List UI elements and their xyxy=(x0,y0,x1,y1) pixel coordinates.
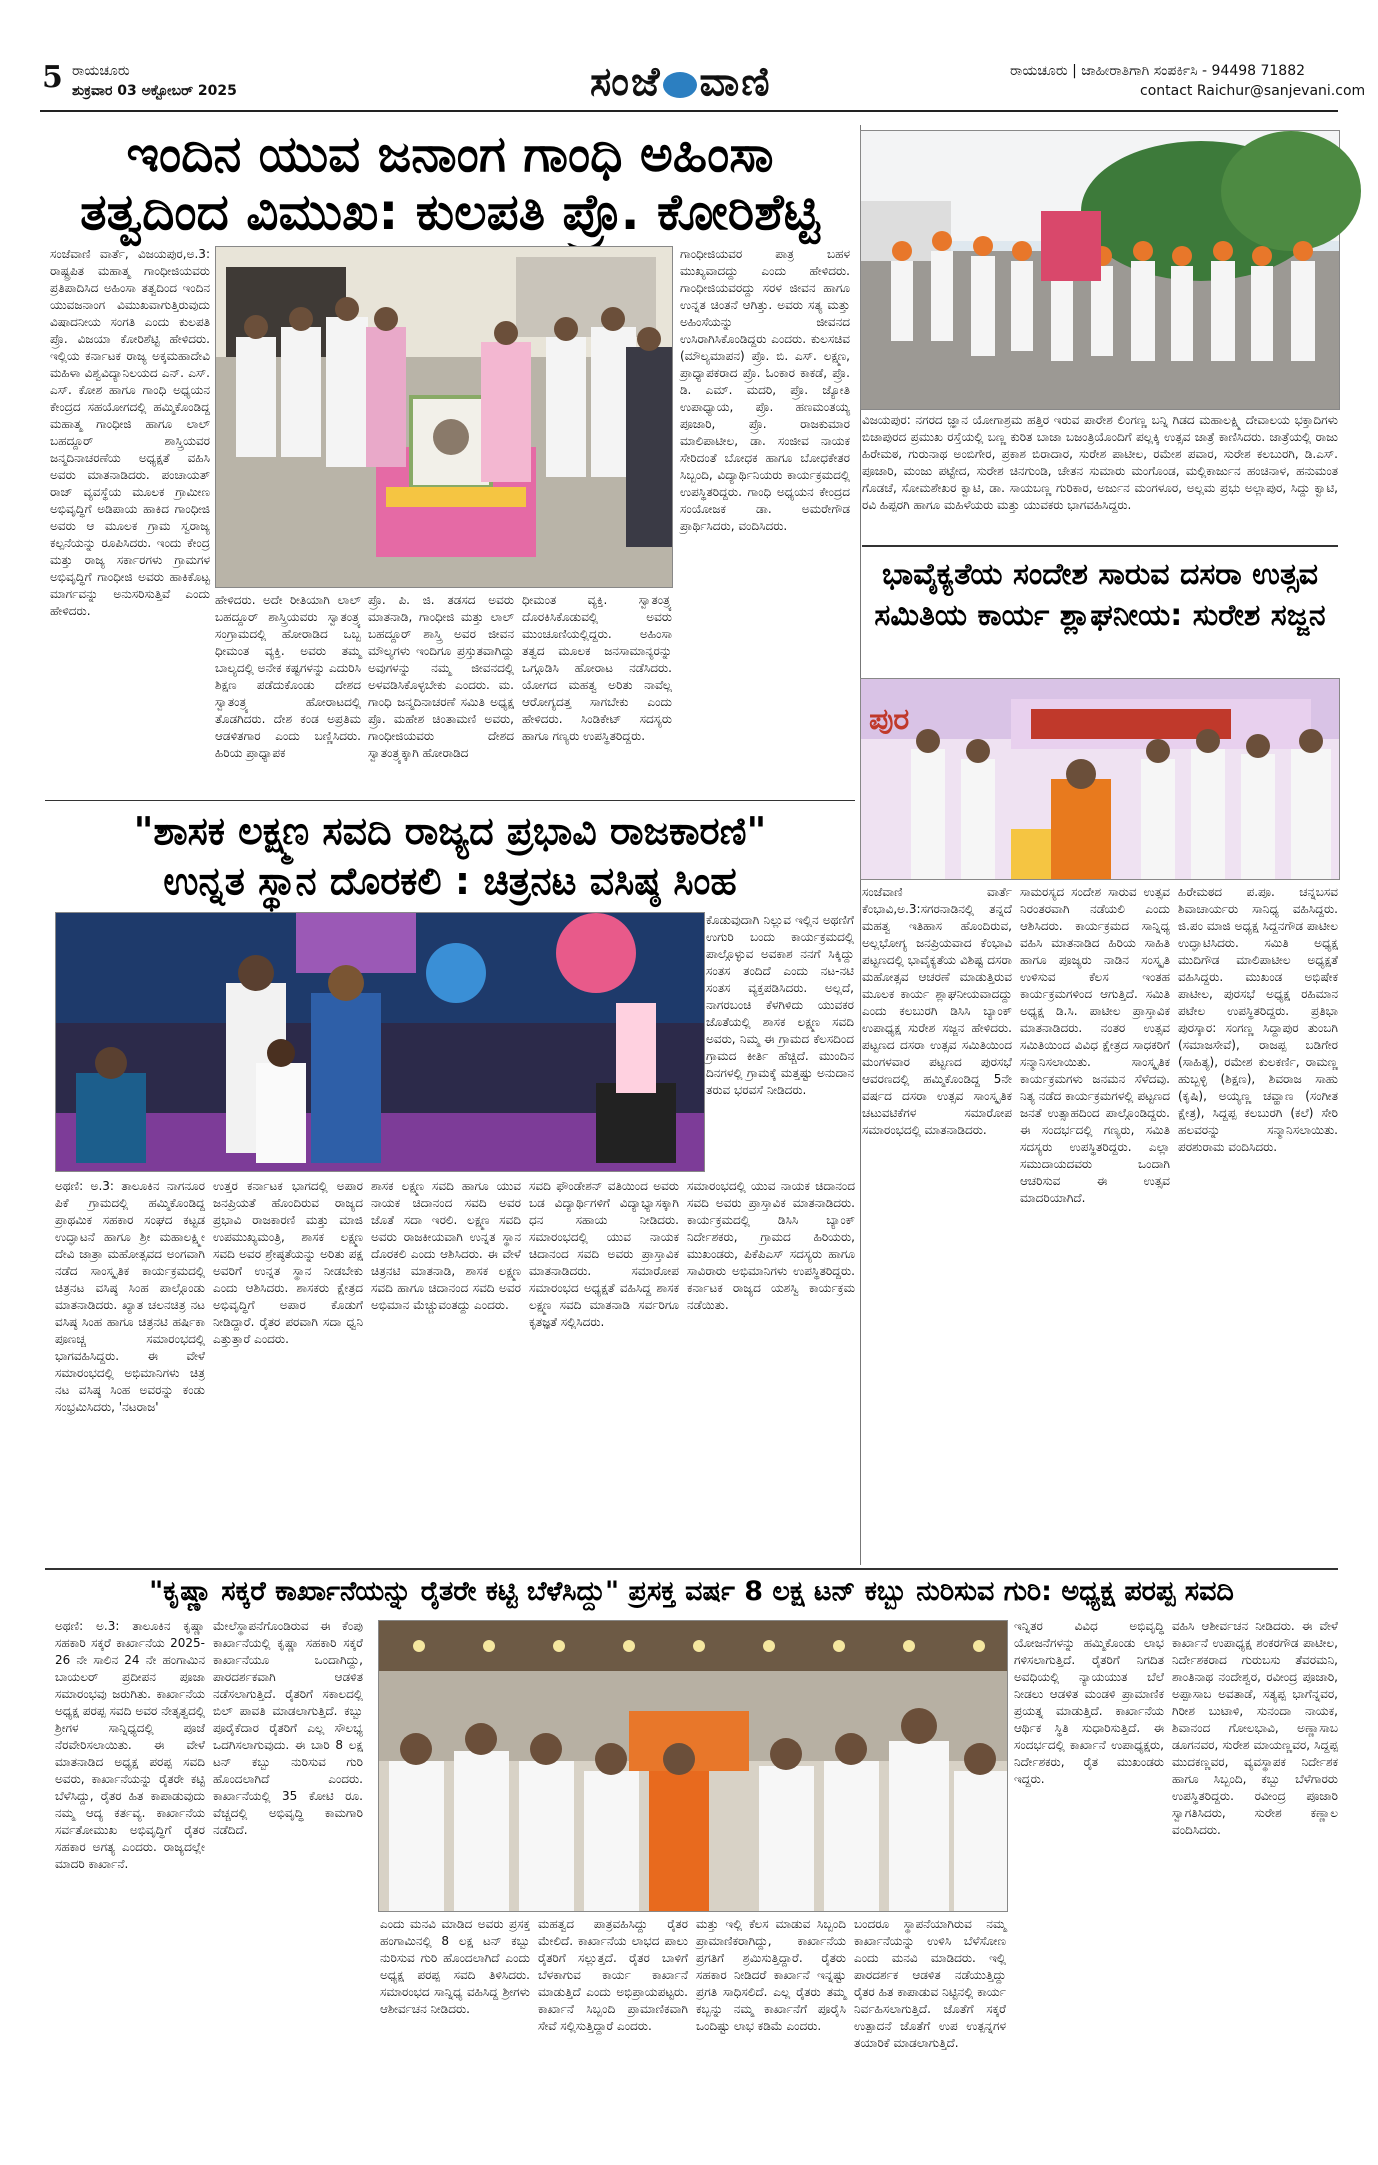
boiler-pooja-photo xyxy=(379,1621,1007,1911)
story5-column-7: ಇನ್ನಿತರ ವಿವಿಧ ಅಭಿವೃದ್ಧಿ ಯೋಜನೆಗಳನ್ನು ಹಮ್ಮಿಕೊಂಡು ಲಾಭ ಗಳಿಸಲಾಗುತ್ತಿದೆ. ರೈತರಿಗೆ ನಿಗದಿತ ಅವಧಿಯಲ್ಲಿ ನ್ಯಾಯಯುತ ಬೆಲೆ ನೀಡಲು ಆಡಳಿತ ಮಂಡಳಿ ಪ್ರಾಮಾಣಿಕ ಪ್ರಯತ್ನ ಮಾಡುತ್ತಿದೆ. ಕಾರ್ಖಾನೆಯ ಆರ್ಥಿಕ ಸ್ಥಿತಿ ಸುಧಾರಿಸುತ್ತಿದೆ. ಈ ಸಂದರ್ಭದಲ್ಲಿ ಕಾರ್ಖಾನೆ ಉಪಾಧ್ಯಕ್ಷರು, ನಿರ್ದೇಶಕರು, ರೈತ ಮುಖಂಡರು ಇದ್ದರು. xyxy=(1014,1619,1164,1786)
story3-headline-line1: ಭಾವೈಕ್ಯತೆಯ ಸಂದೇಶ ಸಾರುವ ದಸರಾ ಉತ್ಸವ xyxy=(881,557,1318,592)
story1-headline-line1: ಇಂದಿನ ಯುವ ಜನಾಂಗ ಗಾಂಧಿ ಅಹಿಂಸಾ xyxy=(126,125,774,183)
actor-felicitation-photo xyxy=(56,913,704,1171)
section-divider xyxy=(45,800,855,801)
advert-contact-info: ರಾಯಚೂರು | ಜಾಹೀರಾತಿಗಾಗಿ ಸಂಪರ್ಕಿಸಿ - 94498 71882 xyxy=(1010,63,1306,79)
story5-headline: "ಕೃಷ್ಣಾ ಸಕ್ಕರೆ ಕಾರ್ಖಾನೆಯನ್ನು ರೈತರೇ ಕಟ್ಟಿ ಬೆಳೆಸಿದ್ದು" ಪ್ರಸಕ್ತ ವರ್ಷ 8 ಲಕ್ಷ ಟನ್ ಕಬ್ಬು ನುರಿಸುವ ಗುರಿ: ಅಧ್ಯಕ್ಷ ಪರಪ್ಪ ಸವದಿ xyxy=(149,1576,1234,1607)
story4-headline-line2: ಉನ್ನತ ಸ್ಥಾನ ದೊರಕಲಿ : ಚಿತ್ರನಟ ವಸಿಷ್ಠ ಸಿಂಹ xyxy=(163,859,737,903)
story3-photo xyxy=(860,678,1340,880)
section-divider xyxy=(862,545,1338,547)
page-number: 5 xyxy=(42,60,63,95)
story4-column-4: ಸವದಿ ಫೌಂಡೇಶನ್ ವತಿಯಿಂದ ಅವರು ಬಡ ವಿದ್ಯಾರ್ಥಿಗಳಿಗೆ ವಿದ್ಯಾಭ್ಯಾಸಕ್ಕಾಗಿ ಧನ ಸಹಾಯ ನೀಡಿದರು. ಸಮಾರಂಭದಲ್ಲಿ ಯುವ ನಾಯಕ ಚಿದಾನಂದ ಸವದಿ ಅವರು ಪ್ರಾಸ್ತಾವಿಕ ಮಾತನಾಡಿದರು. ಸಮಾರೋಪ ಸಮಾರಂಭದ ಅಧ್ಯಕ್ಷತೆ ವಹಿಸಿದ್ದ ಶಾಸಕ ಲಕ್ಷ್ಮಣ ಸವದಿ ಮಾತನಾಡಿ ಸರ್ವರಿಗೂ ಕೃತಜ್ಞತೆ ಸಲ್ಲಿಸಿದರು. xyxy=(529,1179,679,1329)
story2-photo xyxy=(860,130,1340,410)
story5-column-6: ಬಂದರೂ ಸ್ಥಾಪನೆಯಾಗಿರುವ ನಮ್ಮ ಕಾರ್ಖಾನೆಯನ್ನು ಉಳಿಸಿ ಬೆಳೆಸೋಣ ಎಂದು ಮನವಿ ಮಾಡಿದರು. ಇಲ್ಲಿ ಪಾರದರ್ಶಕ ಆಡಳಿತ ನಡೆಯುತ್ತಿದ್ದು ರೈತರ ಹಿತ ಕಾಪಾಡುವ ನಿಟ್ಟಿನಲ್ಲಿ ಕಾರ್ಯ ನಿರ್ವಹಿಸಲಾಗುತ್ತಿದೆ. ಜೊತೆಗೆ ಸಕ್ಕರೆ ಉತ್ಪಾದನೆ ಜೊತೆಗೆ ಉಪ ಉತ್ಪನ್ನಗಳ ತಯಾರಿಕೆ ಮಾಡಲಾಗುತ್ತಿದೆ. xyxy=(854,1917,1006,2050)
story1-headline-line2: ತತ್ವದಿಂದ ವಿಮುಖ: ಕುಲಪತಿ ಪ್ರೊ. ಕೋರಿಶೆಟ್ಟಿ xyxy=(80,183,820,241)
story1-column-c: ಧೀಮಂತ ವ್ಯಕ್ತಿ. ಸ್ವಾತಂತ್ರ್ಯ ದೊರಕಿಸಿಕೊಡುವಲ್ಲಿ ಅವರು ಮುಂಚೂಣಿಯಲ್ಲಿದ್ದರು. ಅಹಿಂಸಾ ತತ್ವದ ಮೂಲಕ ಜನಸಾಮಾನ್ಯರನ್ನು ಒಗ್ಗೂಡಿಸಿ ಹೋರಾಟ ನಡೆಸಿದರು. ಯೋಗದ ಮಹತ್ವ ಅರಿತು ನಾವೆಲ್ಲ ಆರೋಗ್ಯದತ್ತ ಸಾಗಬೇಕು ಎಂದು ಹೇಳಿದರು. ಸಿಂಡಿಕೇಟ್ ಸದಸ್ಯರು ಹಾಗೂ ಗಣ್ಯರು ಉಪಸ್ಥಿತರಿದ್ದರು. xyxy=(522,593,672,743)
masthead-rule xyxy=(40,110,1338,112)
story5-column-3: ಎಂದು ಮನವಿ ಮಾಡಿದ ಅವರು ಪ್ರಸಕ್ತ ಹಂಗಾಮಿನಲ್ಲಿ 8 ಲಕ್ಷ ಟನ್ ಕಬ್ಬು ನುರಿಸುವ ಗುರಿ ಹೊಂದಲಾಗಿದೆ ಎಂದು ಅಧ್ಯಕ್ಷ ಪರಪ್ಪ ಸವದಿ ತಿಳಿಸಿದರು. ಸಮಾರಂಭದ ಸಾನ್ನಿಧ್ಯ ವಹಿಸಿದ್ದ ಶ್ರೀಗಳು ಆಶೀರ್ವಚನ ನೀಡಿದರು. xyxy=(380,1917,530,2016)
story5-column-8: ವಹಿಸಿ ಆಶೀರ್ವಚನ ನೀಡಿದರು. ಈ ವೇಳೆ ಕಾರ್ಖಾನೆ ಉಪಾಧ್ಯಕ್ಷ ಶಂಕರಗೌಡ ಪಾಟೀಲ, ನಿರ್ದೇಶಕರಾದ ಗುರುಬಸು ತೆವರಮನಿ, ಶಾಂತಿನಾಥ ನಂದೇಶ್ವರ, ರವೀಂದ್ರ ಪೂಜಾರಿ, ಅಪ್ಪಾಸಾಬ ಅವತಾಡೆ, ಸತ್ಯಪ್ಪ ಭಾಗೆನ್ನವರ, ಗಿರೀಶ ಬುಟಾಳಿ, ಸುನಂದಾ ನಾಯಕ, ಶಿವಾನಂದ ಗೋಲಭಾವಿ, ಅಣ್ಣಾಸಾಬ ಡೂಗನವರ, ಸುರೇಶ ಮಾಯಣ್ಣವರ, ಸಿದ್ದಪ್ಪ ಮುದಕಣ್ಣವರ, ವ್ಯವಸ್ಥಾಪಕ ನಿರ್ದೇಶಕ ಹಾಗೂ ಸಿಬ್ಬಂದಿ, ಕಬ್ಬು ಬೆಳೆಗಾರರು ಉಪಸ್ಥಿತರಿದ್ದರು. ರವೀಂದ್ರ ಪೂಜಾರಿ ಸ್ವಾಗತಿಸಿದರು, ಸುರೇಶ ಕಣ್ಣಾಲ ವಂದಿಸಿದರು. xyxy=(1172,1619,1338,1837)
story4-column-5: ಸಮಾರಂಭದಲ್ಲಿ ಯುವ ನಾಯಕ ಚಿದಾನಂದ ಸವದಿ ಅವರು ಪ್ರಾಸ್ತಾವಿಕ ಮಾತನಾಡಿದರು. ಕಾರ್ಯಕ್ರಮದಲ್ಲಿ ಡಿಸಿಸಿ ಬ್ಯಾಂಕ್ ನಿರ್ದೇಶಕರು, ಗ್ರಾಮದ ಹಿರಿಯರು, ಮುಖಂಡರು, ಪಿಕೆಪಿಎಸ್ ಸದಸ್ಯರು ಹಾಗೂ ಸಾವಿರಾರು ಅಭಿಮಾನಿಗಳು ಉಪಸ್ಥಿತರಿದ್ದರು. ಕರ್ನಾಟಕ ರಾಜ್ಯದ ಯಶಸ್ವಿ ಕಾರ್ಯಕ್ರಮ ನಡೆಯಿತು. xyxy=(687,1179,855,1312)
story1-column-b: ಪ್ರೊ. ಪಿ. ಜಿ. ತಡಸದ ಅವರು ಮಾತನಾಡಿ, ಗಾಂಧೀಜಿ ಮತ್ತು ಲಾಲ್ ಬಹದ್ದೂರ್ ಶಾಸ್ತ್ರಿ ಅವರ ಜೀವನ ಮೌಲ್ಯಗಳು ಇಂದಿಗೂ ಪ್ರಸ್ತುತವಾಗಿದ್ದು ಅವುಗಳನ್ನು ನಮ್ಮ ಜೀವನದಲ್ಲಿ ಅಳವಡಿಸಿಕೊಳ್ಳಬೇಕು ಎಂದರು. ಮ. ಗಾಂಧಿ ಜನ್ಮದಿನಾಚರಣೆ ಸಮಿತಿ ಅಧ್ಯಕ್ಷ ಪ್ರೊ. ಮಹೇಶ ಚಿಂತಾಮಣಿ ಅವರು, ಗಾಂಧೀಜಿಯವರು ದೇಶದ ಸ್ವಾತಂತ್ರ್ಯಕ್ಕಾಗಿ ಹೋರಾಡಿದ xyxy=(368,593,514,760)
story5-column-5: ಮತ್ತು ಇಲ್ಲಿ ಕೆಲಸ ಮಾಡುವ ಸಿಬ್ಬಂದಿ ಪ್ರಾಮಾಣಿಕರಾಗಿದ್ದು, ಕಾರ್ಖಾನೆಯ ಪ್ರಗತಿಗೆ ಶ್ರಮಿಸುತ್ತಿದ್ದಾರೆ. ರೈತರು ಸಹಕಾರ ನೀಡಿದರೆ ಕಾರ್ಖಾನೆ ಇನ್ನಷ್ಟು ಪ್ರಗತಿ ಸಾಧಿಸಲಿದೆ. ಎಲ್ಲ ರೈತರು ತಮ್ಮ ಕಬ್ಬನ್ನು ನಮ್ಮ ಕಾರ್ಖಾನೆಗೆ ಪೂರೈಸಿ ಒಂದಿಷ್ಟು ಲಾಭ ಕಡಿಮೆ ಎಂದರು. xyxy=(696,1917,846,2033)
story5-column-2: ಮೇಲೆಸ್ಥಾಪನೆಗೊಂಡಿರುವ ಈ ಕೆಂಪು ಕಾರ್ಖಾನೆಯಲ್ಲಿ ಕೃಷ್ಣಾ ಸಹಕಾರಿ ಸಕ್ಕರೆ ಕಾರ್ಖಾನೆಯೂ ಒಂದಾಗಿದ್ದು, ಪಾರದರ್ಶಕವಾಗಿ ಆಡಳಿತ ನಡೆಸಲಾಗುತ್ತಿದೆ. ರೈತರಿಗೆ ಸಕಾಲದಲ್ಲಿ ಬಿಲ್ ಪಾವತಿ ಮಾಡಲಾಗುತ್ತಿದೆ. ಕಬ್ಬು ಪೂರೈಕೆದಾರ ರೈತರಿಗೆ ಎಲ್ಲ ಸೌಲಭ್ಯ ಒದಗಿಸಲಾಗುವುದು. ಈ ಬಾರಿ 8 ಲಕ್ಷ ಟನ್ ಕಬ್ಬು ನುರಿಸುವ ಗುರಿ ಹೊಂದಲಾಗಿದೆ ಎಂದರು. ಕಾರ್ಖಾನೆಯಲ್ಲಿ 35 ಕೋಟಿ ರೂ. ವೆಚ್ಚದಲ್ಲಿ ಅಭಿವೃದ್ಧಿ ಕಾಮಗಾರಿ ನಡೆದಿದೆ. xyxy=(213,1619,363,1837)
story4-photo xyxy=(55,912,705,1172)
story1-column-right: ಗಾಂಧೀಜಿಯವರ ಪಾತ್ರ ಬಹಳ ಮುಖ್ಯವಾದದ್ದು ಎಂದು ಹೇಳಿದರು. ಗಾಂಧೀಜಿಯವರದ್ದು ಸರಳ ಜೀವನ ಹಾಗೂ ಉನ್ನತ ಚಿಂತನೆ ಆಗಿತ್ತು. ಅವರು ಸತ್ಯ ಮತ್ತು ಅಹಿಂಸೆಯನ್ನು ಜೀವನದ ಉಸಿರಾಗಿಸಿಕೊಂಡಿದ್ದರು ಎಂದರು. ಕುಲಸಚಿವ (ಮೌಲ್ಯಮಾಪನ) ಪ್ರೊ. ಬಿ. ಎಸ್. ಲಕ್ಷ್ಮಣ, ಪ್ರಾಧ್ಯಾಪಕರಾದ ಪ್ರೊ. ಓಂಕಾರ ಕಾಕಡೆ, ಪ್ರೊ. ಡಿ. ಎಮ್. ಮದರಿ, ಪ್ರೊ. ಜ್ಯೋತಿ ಉಪಾಧ್ಯಾಯ, ಪ್ರೊ. ಹಣಮಂತಯ್ಯ ಪೂಜಾರಿ, ಪ್ರೊ. ರಾಜಕುಮಾರ ಮಾಲಿಪಾಟೀಲ, ಡಾ. ಸಂಜೀವ ನಾಯಕ ಸೇರಿದಂತೆ ಬೋಧಕ ಹಾಗೂ ಬೋಧಕೇತರ ಸಿಬ್ಬಂದಿ, ವಿದ್ಯಾರ್ಥಿನಿಯರು ಕಾರ್ಯಕ್ರಮದಲ್ಲಿ ಉಪಸ್ಥಿತರಿದ್ದರು. ಗಾಂಧಿ ಅಧ್ಯಯನ ಕೇಂದ್ರದ ಸಂಯೋಜಕ ಡಾ. ಅಮರೇಗೌಡ ಪ್ರಾರ್ಥಿಸಿದರು, ವಂದಿಸಿದರು. xyxy=(680,247,850,533)
newspaper-logo xyxy=(590,58,772,105)
story2-caption: ವಿಜಯಪುರ: ನಗರದ ಜ್ಞಾನ ಯೋಗಾಶ್ರಮ ಹತ್ತಿರ ಇರುವ ಪಾರೇಶ ಲಿಂಗಣ್ಣ ಬನ್ನಿ ಗಿಡದ ಮಹಾಲಕ್ಷ್ಮಿ ದೇವಾಲಯ ಭಕ್ತಾದಿಗಳು ಬಿಜಾಪುರದ ಪ್ರಮುಖ ರಸ್ತೆಯಲ್ಲಿ ಬಣ್ಣ ಕುರಿತ ಬಾಜಾ ಬಜಂತ್ರಿಯೊಂದಿಗೆ ಪಲ್ಲಕ್ಕಿ ಉತ್ಸವ ಜಾತ್ರೆ ಕಾಣಿಸಿದರು. ಜಾತ್ರೆಯಲ್ಲಿ ರಾಜು ಹಿರೇಮಠ, ಗುರುನಾಥ ಅಂಬಿಗೇರ, ಪ್ರಕಾಶ ಬಿರಾದಾರ, ಸುರೇಶ ಪಾಟೀಲ, ರಮೇಶ ಪವಾರ, ಸುರೇಶ ಕಲಬುರಗಿ, ಡಿ.ಎಸ್. ಪೂಜಾರಿ, ಮಂಜು ಪಟ್ಟೇದ, ಸುರೇಶ ಚಿನಗುಂಡಿ, ಚೇತನ ಸುಮಾರು ಮಂಗೊಂಡ, ಮಲ್ಲಿಕಾರ್ಜುನ ಹಂಚಿನಾಳ, ಹನುಮಂತ ಗೊಡಚೆ, ಸೋಮಶೇಖರ ಕ್ವಾಟಿ, ಡಾ. ಸಾಯಬಣ್ಣ ಗುರಿಕಾರ, ಅರ್ಜುನ ಮಂಗಳೂರ, ಅಲ್ಲಮ ಪ್ರಭು ಅಲ್ಲಾಪುರ, ಸಿದ್ದು ಕ್ವಾಟಿ, ರವಿ ಹಿಪ್ಪರಗಿ ಹಾಗೂ ಮಹಿಳೆಯರು ಮತ್ತು ಯುವಕರು ಭಾಗವಹಿಸಿದ್ದರು. xyxy=(862,413,1338,512)
story1-column-left: ಸಂಜೆವಾಣಿ ವಾರ್ತೆ, ವಿಜಯಪುರ,ಅ.3: ರಾಷ್ಟ್ರಪಿತ ಮಹಾತ್ಮ ಗಾಂಧೀಜಿಯವರು ಪ್ರತಿಪಾದಿಸಿದ ಅಹಿಂಸಾ ತತ್ವದಿಂದ ಇಂದಿನ ಯುವಜನಾಂಗ ವಿಮುಖವಾಗುತ್ತಿರುವುದು ವಿಷಾದನೀಯ ಸಂಗತಿ ಎಂದು ಕುಲಪತಿ ಪ್ರೊ. ವಿಜಯಾ ಕೋರಿಶೆಟ್ಟಿ ಹೇಳಿದರು. ಇಲ್ಲಿಯ ಕರ್ನಾಟಕ ರಾಜ್ಯ ಅಕ್ಕಮಹಾದೇವಿ ಮಹಿಳಾ ವಿಶ್ವವಿದ್ಯಾನಿಲಯದ ಎನ್. ಎಸ್. ಎಸ್. ಕೋಶ ಹಾಗೂ ಗಾಂಧಿ ಅಧ್ಯಯನ ಕೇಂದ್ರದ ಸಹಯೋಗದಲ್ಲಿ ಹಮ್ಮಿಕೊಂಡಿದ್ದ ಮಹಾತ್ಮ ಗಾಂಧೀಜಿ ಹಾಗೂ ಲಾಲ್ ಬಹದ್ದೂರ್ ಶಾಸ್ತ್ರಿಯವರ ಜನ್ಮದಿನಾಚರಣೆಯ ಅಧ್ಯಕ್ಷತೆ ವಹಿಸಿ ಅವರು ಮಾತನಾಡಿದರು. ಪಂಚಾಯತ್ ರಾಜ್ ವ್ಯವಸ್ಥೆಯ ಮೂಲಕ ಗ್ರಾಮೀಣ ಅಭಿವೃದ್ಧಿಗೆ ಅಡಿಪಾಯ ಹಾಕಿದ ಗಾಂಧೀಜಿ ಅವರು ಆ ಮೂಲಕ ಗ್ರಾಮ ಸ್ವರಾಜ್ಯ ಕಲ್ಪನೆಯನ್ನು ರೂಪಿಸಿದರು. ಇಂದು ಕೇಂದ್ರ ಮತ್ತು ರಾಜ್ಯ ಸರ್ಕಾರಗಳು ಗ್ರಾಮಗಳ ಅಭಿವೃದ್ಧಿಗೆ ಗಾಂಧೀಜಿ ಅವರು ಹಾಕಿಕೊಟ್ಟ ಮಾರ್ಗವನ್ನು ಅನುಸರಿಸುತ್ತಿವೆ ಎಂದು ಹೇಳಿದರು. xyxy=(50,247,210,618)
logo-text-right: ವಾಣಿ xyxy=(699,58,772,105)
story4-column-2: ಉತ್ತರ ಕರ್ನಾಟಕ ಭಾಗದಲ್ಲಿ ಅಪಾರ ಜನಪ್ರಿಯತೆ ಹೊಂದಿರುವ ರಾಜ್ಯದ ಪ್ರಭಾವಿ ರಾಜಕಾರಣಿ ಮತ್ತು ಮಾಜಿ ಉಪಮುಖ್ಯಮಂತ್ರಿ, ಶಾಸಕ ಲಕ್ಷ್ಮಣ ಸವದಿ ಅವರ ಶ್ರೇಷ್ಠತೆಯನ್ನು ಅರಿತು ಪಕ್ಷ ಅವರಿಗೆ ಉನ್ನತ ಸ್ಥಾನ ನೀಡಬೇಕು ಎಂದು ಆಶಿಸಿದರು. ಶಾಸಕರು ಕ್ಷೇತ್ರದ ಅಭಿವೃದ್ಧಿಗೆ ಅಪಾರ ಕೊಡುಗೆ ನೀಡಿದ್ದಾರೆ. ರೈತರ ಪರವಾಗಿ ಸದಾ ಧ್ವನಿ ಎತ್ತುತ್ತಾರೆ ಎಂದರು. xyxy=(213,1179,363,1346)
story3-headline-line2: ಸಮಿತಿಯ ಕಾರ್ಯ ಶ್ಲಾಘನೀಯ: ಸುರೇಶ ಸಜ್ಜನ xyxy=(874,598,1326,633)
story3-column-2: ಸಾಮರಸ್ಯದ ಸಂದೇಶ ಸಾರುವ ಉತ್ಸವ ನಿರಂತರವಾಗಿ ನಡೆಯಲಿ ಎಂದು ಆಶಿಸಿದರು. ಕಾರ್ಯಕ್ರಮದ ಸಾನ್ನಿಧ್ಯ ವಹಿಸಿ ಮಾತನಾಡಿದ ಹಿರಿಯ ಸಾಹಿತಿ ಹಾಗೂ ಪೂಜ್ಯರು ನಾಡಿನ ಸಂಸ್ಕೃತಿ ಉಳಿಸುವ ಕೆಲಸ ಇಂತಹ ಕಾರ್ಯಕ್ರಮಗಳಿಂದ ಆಗುತ್ತಿದೆ. ಸಮಿತಿ ಅಧ್ಯಕ್ಷ ಡಿ.ಸಿ. ಪಾಟೀಲ ಪ್ರಾಸ್ತಾವಿಕ ಮಾತನಾಡಿದರು. ನಂತರ ಉತ್ಸವ ಸಮಿತಿಯಿಂದ ವಿವಿಧ ಕ್ಷೇತ್ರದ ಸಾಧಕರಿಗೆ ಸನ್ಮಾನಿಸಲಾಯಿತು. ಸಾಂಸ್ಕೃತಿಕ ಕಾರ್ಯಕ್ರಮಗಳು ಜನಮನ ಸೆಳೆದವು. ನಿತ್ಯ ನಡೆದ ಕಾರ್ಯಕ್ರಮಗಳಲ್ಲಿ ಪಟ್ಟಣದ ಜನತೆ ಉತ್ಸಾಹದಿಂದ ಪಾಲ್ಗೊಂಡಿದ್ದರು. ಈ ಸಂದರ್ಭದಲ್ಲಿ ಗಣ್ಯರು, ಸಮಿತಿ ಸದಸ್ಯರು ಉಪಸ್ಥಿತರಿದ್ದರು. ಎಲ್ಲಾ ಸಮುದಾಯದವರು ಒಂದಾಗಿ ಆಚರಿಸುವ ಈ ಉತ್ಸವ ಮಾದರಿಯಾಗಿದೆ. xyxy=(1020,885,1170,1205)
story4-column-3: ಶಾಸಕ ಲಕ್ಷ್ಮಣ ಸವದಿ ಹಾಗೂ ಯುವ ನಾಯಕ ಚಿದಾನಂದ ಸವದಿ ಅವರ ಜೊತೆ ಸದಾ ಇರಲಿ. ಲಕ್ಷ್ಮಣ ಸವದಿ ಅವರು ರಾಜಕೀಯವಾಗಿ ಉನ್ನತ ಸ್ಥಾನ ದೊರಕಲಿ ಎಂದು ಆಶಿಸಿದರು. ಈ ವೇಳೆ ಚಿತ್ರನಟಿ ಮಾತನಾಡಿ, ಶಾಸಕ ಲಕ್ಷ್ಮಣ ಸವದಿ ಹಾಗೂ ಚಿದಾನಂದ ಸವದಿ ಅವರ ಅಭಿಮಾನ ಮೆಚ್ಚುವಂತದ್ದು ಎಂದರು. xyxy=(371,1179,521,1312)
story4-column-right: ಕೊಡುವುದಾಗಿ ನಿಲ್ಲುವ ಇಲ್ಲಿನ ಅಥಣಿಗೆ ಉಗುರಿ ಬಂದು ಕಾರ್ಯಕ್ರಮದಲ್ಲಿ ಪಾಲ್ಗೊಳ್ಳುವ ಅವಕಾಶ ನನಗೆ ಸಿಕ್ಕಿದ್ದು ಸಂತಸ ತಂದಿದೆ ಎಂದು ನಟ-ನಟಿ ಸಂತಸ ವ್ಯಕ್ತಪಡಿಸಿದರು. ಅಲ್ಲದೆ, ನಾಗರಬಂಚಿ ಕೆಳಗಿಳಿದು ಯುವಕರ ಜೊತೆಯಲ್ಲಿ ಶಾಸಕ ಲಕ್ಷ್ಮಣ ಸವದಿ ಅವರು, ನಿಮ್ಮ ಈ ಗ್ರಾಮದ ಕೆಲಸದಿಂದ ಗ್ರಾಮದ ಕೀರ್ತಿ ಹೆಚ್ಚಿದೆ. ಮುಂದಿನ ದಿನಗಳಲ್ಲಿ ಗ್ರಾಮಕ್ಕೆ ಮತ್ತಷ್ಟು ಅನುದಾನ ತರುವ ಭರವಸೆ ನೀಡಿದರು. xyxy=(706,913,854,1097)
story1-photo xyxy=(215,246,673,588)
story4-column-1: ಅಥಣಿ: ಅ.3: ತಾಲೂಕಿನ ನಾಗನೂರ ಪಿಕೆ ಗ್ರಾಮದಲ್ಲಿ ಹಮ್ಮಿಕೊಂಡಿದ್ದ ಪ್ರಾಥಮಿಕ ಸಹಕಾರ ಸಂಘದ ಕಟ್ಟಡ ಉದ್ಘಾಟನೆ ಹಾಗೂ ಶ್ರೀ ಮಹಾಲಕ್ಷ್ಮೀ ದೇವಿ ಜಾತ್ರಾ ಮಹೋತ್ಸವದ ಅಂಗವಾಗಿ ನಡೆದ ಸಾಂಸ್ಕೃತಿಕ ಕಾರ್ಯಕ್ರಮದಲ್ಲಿ ಚಿತ್ರನಟ ವಸಿಷ್ಠ ಸಿಂಹ ಪಾಲ್ಗೊಂಡು ಮಾತನಾಡಿದರು. ಖ್ಯಾತ ಚಲನಚಿತ್ರ ನಟ ವಸಿಷ್ಠ ಸಿಂಹ ಹಾಗೂ ಚಿತ್ರನಟಿ ಹರ್ಷಿಕಾ ಪೂಣಚ್ಚ ಸಮಾರಂಭದಲ್ಲಿ ಭಾಗವಹಿಸಿದ್ದರು. ಈ ವೇಳೆ ಸಮಾರಂಭದಲ್ಲಿ ಅಭಿಮಾನಿಗಳು ಚಿತ್ರ ನಟ ವಸಿಷ್ಠ ಸಿಂಹ ಅವರನ್ನು ಕಂಡು ಸಂಭ್ರಮಿಸಿದರು, 'ನಟರಾಜ' xyxy=(55,1179,205,1414)
banner-text: ಪುರ xyxy=(869,702,910,737)
story5-photo xyxy=(378,1620,1008,1912)
section-divider xyxy=(45,1568,1338,1570)
issue-date: ಶುಕ್ರವಾರ 03 ಅಕ್ಟೋಬರ್ 2025 xyxy=(72,83,237,99)
gandhi-tribute-photo xyxy=(216,247,672,587)
story5-column-1: ಅಥಣಿ: ಅ.3: ತಾಲೂಕಿನ ಕೃಷ್ಣಾ ಸಹಕಾರಿ ಸಕ್ಕರೆ ಕಾರ್ಖಾನೆಯ 2025-26 ನೇ ಸಾಲಿನ 24 ನೇ ಹಂಗಾಮಿನ ಬಾಯಲರ್ ಪ್ರದೀಪನ ಪೂಜಾ ಸಮಾರಂಭವು ಜರುಗಿತು. ಕಾರ್ಖಾನೆಯ ಅಧ್ಯಕ್ಷ ಪರಪ್ಪ ಸವದಿ ಅವರ ನೇತೃತ್ವದಲ್ಲಿ ಶ್ರೀಗಳ ಸಾನ್ನಿಧ್ಯದಲ್ಲಿ ಪೂಜೆ ನೆರವೇರಿಸಲಾಯಿತು. ಈ ವೇಳೆ ಮಾತನಾಡಿದ ಅಧ್ಯಕ್ಷ ಪರಪ್ಪ ಸವದಿ ಅವರು, ಕಾರ್ಖಾನೆಯನ್ನು ರೈತರೇ ಕಟ್ಟಿ ಬೆಳೆಸಿದ್ದು, ರೈತರ ಹಿತ ಕಾಪಾಡುವುದು ನಮ್ಮ ಆದ್ಯ ಕರ್ತವ್ಯ. ಕಾರ್ಖಾನೆಯ ಸರ್ವತೋಮುಖ ಅಭಿವೃದ್ಧಿಗೆ ರೈತರ ಸಹಕಾರ ಅಗತ್ಯ ಎಂದರು. ರಾಜ್ಯದಲ್ಲೇ ಮಾದರಿ ಕಾರ್ಖಾನೆ. xyxy=(55,1619,205,1871)
procession-photo xyxy=(861,131,1339,409)
dasara-felicitation-photo xyxy=(861,679,1339,879)
story5-column-2b xyxy=(213,1692,363,2142)
district-label: ರಾಯಚೂರು xyxy=(72,63,130,79)
logo-text-left: ಸಂಜೆ xyxy=(590,58,662,105)
story4-headline-line1: "ಶಾಸಕ ಲಕ್ಷ್ಮಣ ಸವದಿ ರಾಜ್ಯದ ಪ್ರಭಾವಿ ರಾಜಕಾರಣಿ" xyxy=(133,809,767,853)
story5-column-4: ಮಹತ್ವದ ಪಾತ್ರವಹಿಸಿದ್ದು ರೈತರ ಮೇಲಿದೆ. ಕಾರ್ಖಾನೆಯ ಲಾಭದ ಪಾಲು ರೈತರಿಗೆ ಸಲ್ಲುತ್ತದೆ. ರೈತರ ಬಾಳಿಗೆ ಬೆಳಕಾಗುವ ಕಾರ್ಯ ಕಾರ್ಖಾನೆ ಮಾಡುತ್ತಿದೆ ಎಂದು ಅಭಿಪ್ರಾಯಪಟ್ಟರು. ಕಾರ್ಖಾನೆ ಸಿಬ್ಬಂದಿ ಪ್ರಾಮಾಣಿಕವಾಗಿ ಸೇವೆ ಸಲ್ಲಿಸುತ್ತಿದ್ದಾರೆ ಎಂದರು. xyxy=(538,1917,688,2033)
story3-column-3: ಹಿರೇಮಠದ ಪ.ಪೂ. ಚನ್ನಬಸವ ಶಿವಾಚಾರ್ಯರು ಸಾನಿಧ್ಯ ವಹಿಸಿದ್ದರು. ಜಿ.ಪಂ ಮಾಜಿ ಅಧ್ಯಕ್ಷ ಸಿದ್ದನಗೌಡ ಪಾಟೀಲ ಉದ್ಘಾಟಿಸಿದರು. ಸಮಿತಿ ಅಧ್ಯಕ್ಷ ಮುದಿಗೌಡ ಮಾಲಿಪಾಟೀಲ ಅಧ್ಯಕ್ಷತೆ ವಹಿಸಿದ್ದರು. ಮುಖಂಡ ಅಭಿಷೇಕ ಪಾಟೀಲ, ಪುರಸಭೆ ಅಧ್ಯಕ್ಷ ರಹಿಮಾನ ಪಟೇಲ ಉಪಸ್ಥಿತರಿದ್ದರು. ಪ್ರತಿಭಾ ಪುರಸ್ಕಾರ: ಸಂಗಣ್ಣ ಸಿದ್ದಾಪುರ ತುಂಬಗಿ (ಸಮಾಜಸೇವೆ), ರಾಜಪ್ಪ ಬಡಿಗೇರ (ಸಾಹಿತ್ಯ), ರಮೇಶ ಕುಲಕರ್ಣಿ, ರಾಮಣ್ಣ ಹುಬ್ಬಳ್ಳಿ (ಶಿಕ್ಷಣ), ಶಿವರಾಜ ಸಾಹು (ಕೃಷಿ), ಅಯ್ಯಣ್ಣ ಚವ್ಹಾಣ (ಸಂಗೀತ ಕ್ಷೇತ್ರ), ಸಿದ್ದಪ್ಪ ಕಲಬುರಗಿ (ಕಲೆ) ಸೇರಿ ಹಲವರನ್ನು ಸನ್ಮಾನಿಸಲಾಯಿತು. ಪರಶುರಾಮ ವಂದಿಸಿದರು. xyxy=(1178,885,1338,1154)
story1-column-a: ಹೇಳಿದರು. ಅದೇ ರೀತಿಯಾಗಿ ಲಾಲ್ ಬಹದ್ದೂರ್ ಶಾಸ್ತ್ರಿಯವರು ಸ್ವಾತಂತ್ರ್ಯ ಸಂಗ್ರಾಮದಲ್ಲಿ ಹೋರಾಡಿದ ಒಬ್ಬ ಧೀಮಂತ ವ್ಯಕ್ತಿ. ಅವರು ತಮ್ಮ ಬಾಲ್ಯದಲ್ಲಿ ಅನೇಕ ಕಷ್ಟಗಳನ್ನು ಎದುರಿಸಿ ಶಿಕ್ಷಣ ಪಡೆದುಕೊಂಡು ದೇಶದ ಸ್ವಾತಂತ್ರ್ಯ ಹೋರಾಟದಲ್ಲಿ ತೊಡಗಿದರು. ದೇಶ ಕಂಡ ಅಪ್ರತಿಮ ಆಡಳಿತಗಾರ ಎಂದು ಬಣ್ಣಿಸಿದರು. ಹಿರಿಯ ಪ್ರಾಧ್ಯಾಪಕ xyxy=(215,593,361,760)
contact-email: contact Raichur@sanjevani.com xyxy=(1140,83,1366,99)
story3-column-1: ಸಂಜೆವಾಣಿ ವಾರ್ತೆ ಕೆಂಭಾವಿ,ಅ.3:ಸಗರನಾಡಿನಲ್ಲಿ ತನ್ನದೆ ಮಹತ್ವ ಇತಿಹಾಸ ಹೊಂದಿರುವ, ಅಲ್ಲಭೋಗ್ಯ ಜನಪ್ರಿಯವಾದ ಕೆಂಭಾವಿ ಪಟ್ಟಣದಲ್ಲಿ ಭಾವೈಕ್ಯತೆಯ ವಿಶಿಷ್ಟ ದಸರಾ ಮಹೋತ್ಸವ ಆಚರಣೆ ಮಾಡುತ್ತಿರುವ ಮೂಲಕ ಕಾರ್ಯ ಶ್ಲಾಘನೀಯವಾದದ್ದು ಎಂದು ಕಲಬುರಗಿ ಡಿಸಿಸಿ ಬ್ಯಾಂಕ್ ಉಪಾಧ್ಯಕ್ಷ ಸುರೇಶ ಸಜ್ಜನ ಹೇಳಿದರು. ಪಟ್ಟಣದ ದಸರಾ ಉತ್ಸವ ಸಮಿತಿಯಿಂದ ಮಂಗಳವಾರ ಪಟ್ಟಣದ ಪುರಸಭೆ ಆವರಣದಲ್ಲಿ ಹಮ್ಮಿಕೊಂಡಿದ್ದ 5ನೇ ವರ್ಷದ ದಸರಾ ಉತ್ಸವ ಸಾಂಸ್ಕೃತಿಕ ಚಟುವಟಿಕೆಗಳ ಸಮಾರೋಪ ಸಮಾರಂಭದಲ್ಲಿ ಮಾತನಾಡಿದರು. xyxy=(862,885,1012,1137)
globe-icon xyxy=(663,72,697,98)
